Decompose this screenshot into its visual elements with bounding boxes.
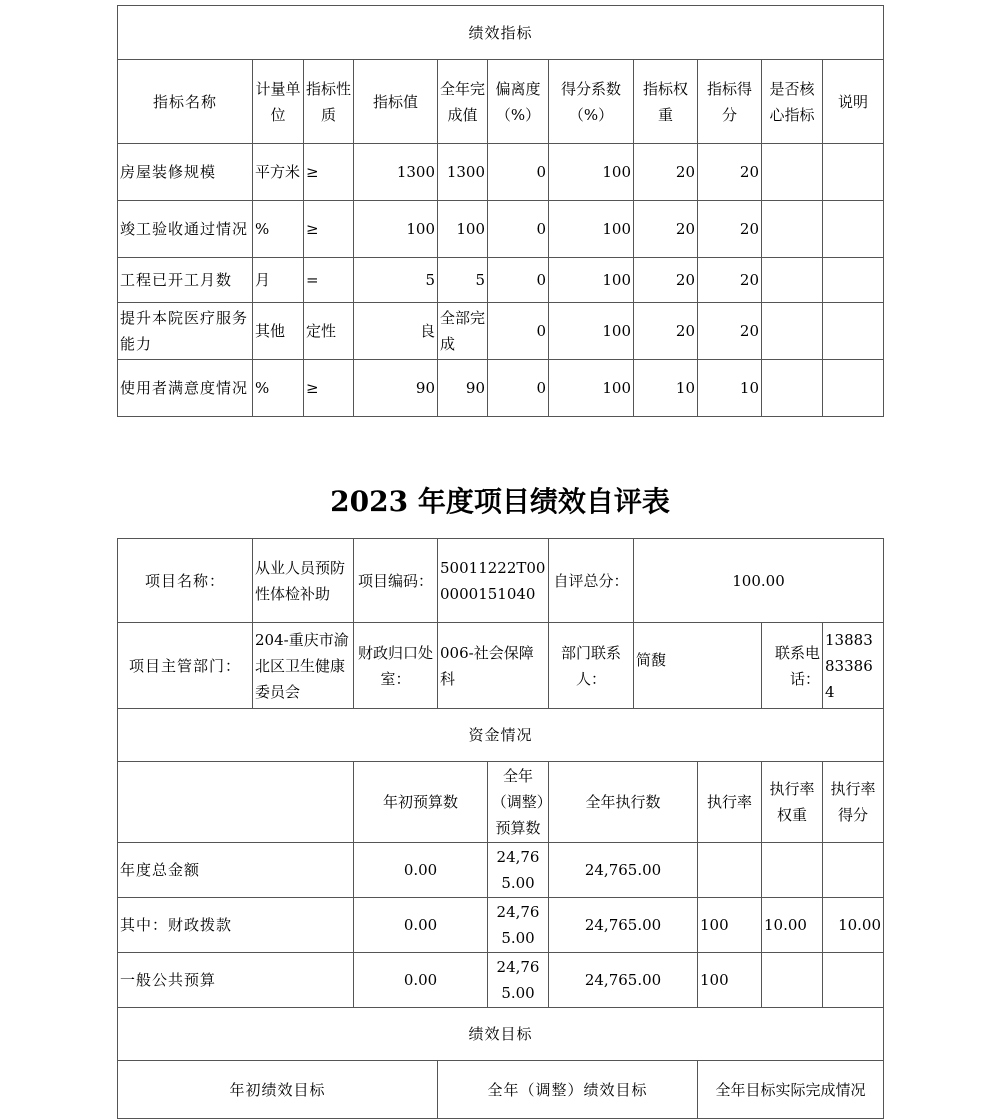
finance-office-value: 006-社会保障科 [438,623,549,709]
indicator-nature: ≥ [304,201,354,258]
indicator-coef: 100 [549,303,634,360]
indicator-score: 20 [698,258,762,303]
funds-rate-weight [762,953,823,1008]
indicator-target: 1300 [354,144,438,201]
indicator-name: 工程已开工月数 [118,258,253,303]
indicator-note [823,303,884,360]
indicator-name: 房屋装修规模 [118,144,253,201]
indicator-actual: 全部完成 [438,303,488,360]
indicator-note [823,201,884,258]
indicator-unit: 其他 [253,303,304,360]
indicator-actual: 90 [438,360,488,417]
indicator-core [762,201,823,258]
self-eval-total-label: 自评总分： [549,539,634,623]
contact-phone-label: 联系电话： [762,623,823,709]
indicator-unit: 平方米 [253,144,304,201]
goals-section-title: 绩效目标 [118,1008,884,1061]
indicator-coef: 100 [549,144,634,201]
indicator-core [762,303,823,360]
indicator-target: 良 [354,303,438,360]
indicator-weight: 20 [634,201,698,258]
indicator-weight: 10 [634,360,698,417]
indicator-nature: ≥ [304,144,354,201]
project-code-label: 项目编码： [354,539,438,623]
indicator-score: 20 [698,144,762,201]
project-name-label: 项目名称： [118,539,253,623]
header-deviation: 偏离度（%） [488,60,549,144]
table-row [118,843,884,898]
header-weight: 指标权重 [634,60,698,144]
header-unit: 计量单位 [253,60,304,144]
indicator-note [823,258,884,303]
indicator-weight: 20 [634,258,698,303]
indicator-nature: = [304,258,354,303]
funds-executed: 24,765.00 [549,898,698,953]
funds-executed: 24,765.00 [549,953,698,1008]
funds-initial: 0.00 [354,843,488,898]
funds-rate: 100 [698,953,762,1008]
table-row [118,201,884,258]
indicator-deviation: 0 [488,201,549,258]
header-score: 指标得分 [698,60,762,144]
funds-initial: 0.00 [354,898,488,953]
header-indicator-name: 指标名称 [118,60,253,144]
indicator-name: 提升本院医疗服务能力 [118,303,253,360]
indicator-table [117,5,884,417]
table-row [118,258,884,303]
indicator-note [823,144,884,201]
indicator-actual: 100 [438,201,488,258]
indicator-core [762,258,823,303]
funds-header-executed: 全年执行数 [549,762,698,843]
indicator-name: 使用者满意度情况 [118,360,253,417]
indicator-target: 90 [354,360,438,417]
dept-contact-value: 简馥 [634,623,762,709]
goals-adjusted-header: 全年（调整）绩效目标 [438,1061,698,1119]
indicator-note [823,360,884,417]
contact-phone-value: 13883833864 [823,623,884,709]
goals-initial-header: 年初绩效目标 [118,1061,438,1119]
funds-rate-weight: 10.00 [762,898,823,953]
indicator-name: 竣工验收通过情况 [118,201,253,258]
funds-header-blank [118,762,354,843]
indicator-deviation: 0 [488,303,549,360]
indicator-target: 100 [354,201,438,258]
indicator-coef: 100 [549,360,634,417]
indicator-core [762,144,823,201]
indicator-nature: 定性 [304,303,354,360]
funds-header-rate: 执行率 [698,762,762,843]
dept-contact-label: 部门联系人： [549,623,634,709]
indicator-weight: 20 [634,144,698,201]
indicators-section-title: 绩效指标 [118,6,884,60]
indicator-unit: 月 [253,258,304,303]
table-row [118,303,884,360]
indicator-deviation: 0 [488,360,549,417]
funds-header-rate-weight: 执行率权重 [762,762,823,843]
funds-rate-score [823,843,884,898]
funds-rate: 100 [698,898,762,953]
header-actual: 全年完成值 [438,60,488,144]
indicator-coef: 100 [549,258,634,303]
indicator-actual: 1300 [438,144,488,201]
header-note: 说明 [823,60,884,144]
funds-header-rate-score: 执行率得分 [823,762,884,843]
funds-row-label: 其中：财政拨款 [118,898,354,953]
indicator-actual: 5 [438,258,488,303]
funds-rate [698,843,762,898]
funds-rate-score: 10.00 [823,898,884,953]
funds-adjusted: 24,765.00 [488,843,549,898]
indicator-unit: % [253,360,304,417]
funds-adjusted: 24,765.00 [488,953,549,1008]
indicator-unit: % [253,201,304,258]
indicator-score: 20 [698,303,762,360]
funds-header-adjusted: 全年（调整）预算数 [488,762,549,843]
table-row [118,360,884,417]
funds-executed: 24,765.00 [549,843,698,898]
funds-section-title: 资金情况 [118,709,884,762]
finance-office-label: 财政归口处室： [354,623,438,709]
funds-initial: 0.00 [354,953,488,1008]
funds-row-label: 一般公共预算 [118,953,354,1008]
goals-actual-header: 全年目标实际完成情况 [698,1061,884,1119]
table-row [118,953,884,1008]
self-eval-total-value: 100.00 [634,539,884,623]
managing-dept-value: 204-重庆市渝北区卫生健康委员会 [253,623,354,709]
funds-adjusted: 24,765.00 [488,898,549,953]
table-row [118,144,884,201]
indicator-score: 10 [698,360,762,417]
indicator-nature: ≥ [304,360,354,417]
project-table [117,538,884,1119]
indicator-coef: 100 [549,201,634,258]
funds-rate-weight [762,843,823,898]
indicator-deviation: 0 [488,144,549,201]
project-name-value: 从业人员预防性体检补助 [253,539,354,623]
funds-rate-score [823,953,884,1008]
indicator-target: 5 [354,258,438,303]
indicator-score: 20 [698,201,762,258]
indicator-deviation: 0 [488,258,549,303]
project-code-value: 50011222T000000151040 [438,539,549,623]
managing-dept-label: 项目主管部门： [118,623,253,709]
page-title: 2023 年度项目绩效自评表 [330,485,670,518]
indicator-weight: 20 [634,303,698,360]
funds-header-initial: 年初预算数 [354,762,488,843]
table-row [118,898,884,953]
header-coef: 得分系数（%） [549,60,634,144]
indicator-core [762,360,823,417]
header-core: 是否核心指标 [762,60,823,144]
funds-row-label: 年度总金额 [118,843,354,898]
header-nature: 指标性质 [304,60,354,144]
header-target: 指标值 [354,60,438,144]
